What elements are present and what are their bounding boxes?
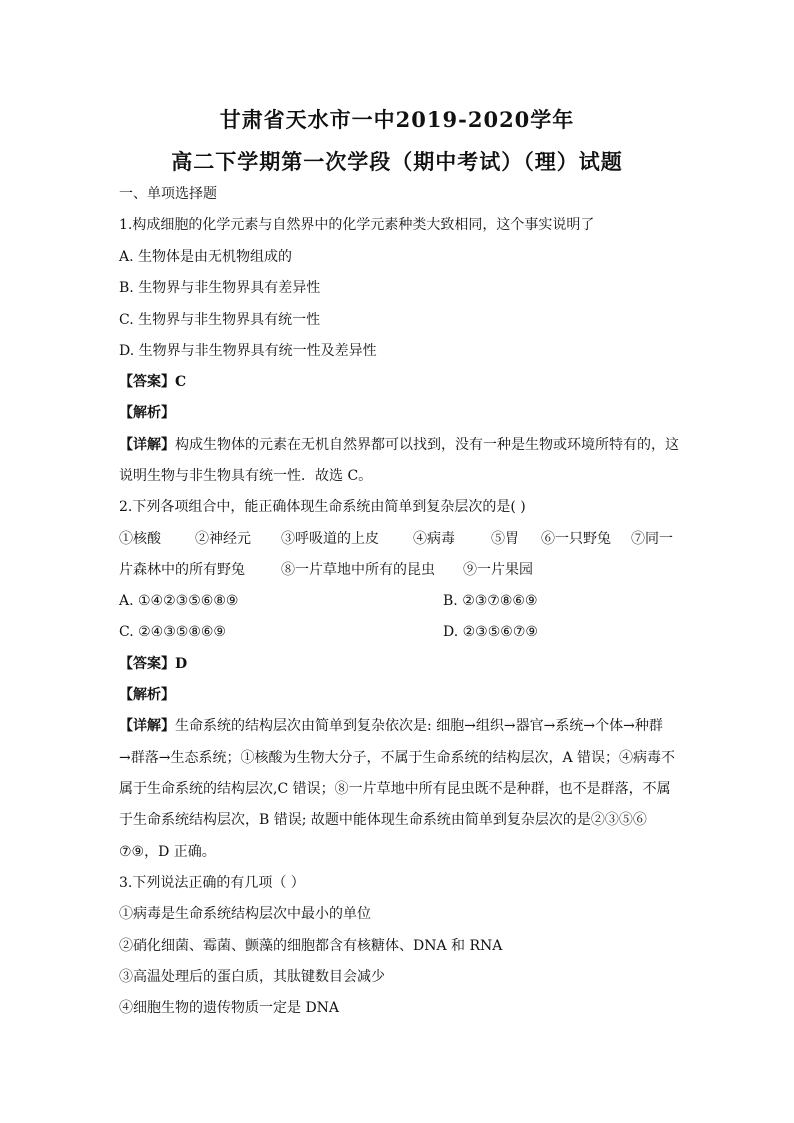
q2-stem: 2.下列各项组合中，能正确体现生命系统由简单到复杂层次的是( ): [119, 499, 526, 515]
q1-detail-line1: [119, 436, 679, 454]
section-heading: 一、单项选择题: [119, 186, 217, 202]
q2-option-c: C. ②④③⑤⑧⑥⑨: [119, 624, 226, 640]
q3-stem: 3.下列说法正确的有几项（ ）: [119, 875, 305, 891]
q2-detail-line2: →群落→生态系统；①核酸为生物大分子，不属于生命系统的结构层次，A 错误；④病毒不: [119, 750, 676, 766]
q2-item: ⑤胃: [491, 531, 519, 547]
q2-detail-text1: 生命系统的结构层次由简单到复杂依次是: 细胞→组织→器官→系统→个体→种群: [175, 718, 663, 734]
q1-option-b: B. 生物界与非生物界具有差异性: [119, 280, 321, 296]
q2-option-d: D. ②③⑤⑥⑦⑨: [443, 624, 538, 640]
q2-detail-line3: 属于生命系统的结构层次,C 错误；⑧一片草地中所有昆虫既不是种群，也不是群落，不属: [119, 781, 671, 797]
doc-title-line1: 甘肃省天水市一中2019-2020学年: [219, 107, 575, 132]
q2-items-line1: [119, 530, 673, 548]
q2-detail-label: 【详解】: [119, 718, 175, 734]
q1-option-c: C. 生物界与非生物界具有统一性: [119, 312, 321, 328]
q2-item: 片森林中的所有野兔: [119, 562, 245, 578]
q2-analysis-label: 【解析】: [119, 687, 175, 703]
q2-detail-line5: ⑦⑨，D 正确。: [119, 844, 216, 860]
q1-detail-label: 【详解】: [119, 437, 175, 453]
q2-item: ①核酸: [119, 531, 161, 547]
q2-item: ⑨一片果园: [463, 562, 533, 578]
q2-item: ⑥一只野兔: [541, 531, 611, 547]
q1-detail-text1: 构成生物体的元素在无机自然界都可以找到，没有一种是生物或环境所特有的，这: [175, 437, 679, 453]
q2-item: ④病毒: [413, 531, 455, 547]
q1-answer: 【答案】C: [119, 374, 187, 390]
q3-item-4: ④细胞生物的遗传物质一定是 DNA: [119, 1000, 340, 1016]
q1-analysis-label: 【解析】: [119, 405, 175, 421]
q2-items-line2: [119, 561, 533, 579]
q2-detail-line4: 于生命系统结构层次，B 错误; 故题中能体现生命系统由简单到复杂层次的是②③⑤⑥: [119, 812, 647, 828]
q1-detail-line2: 说明生物与非生物具有统一性．故选 C。: [119, 468, 373, 484]
q2-item: ③呼吸道的上皮: [281, 531, 379, 547]
q1-stem: 1.构成细胞的化学元素与自然界中的化学元素种类大致相同，这个事实说明了: [119, 217, 595, 233]
q2-item: ②神经元: [195, 531, 251, 547]
q2-option-b: B. ②③⑦⑧⑥⑨: [443, 593, 538, 609]
q2-item: ⑧一片草地中所有的昆虫: [281, 562, 435, 578]
q1-option-d: D. 生物界与非生物界具有统一性及差异性: [119, 343, 377, 359]
q2-detail-line1: [119, 717, 663, 735]
q3-item-1: ①病毒是生命系统结构层次中最小的单位: [119, 906, 371, 922]
q2-item: ⑦同一: [631, 531, 673, 547]
q2-option-a: A. ①④②③⑤⑥⑧⑨: [119, 593, 239, 609]
doc-title-line2: 高二下学期第一次学段（期中考试）（理）试题: [171, 149, 623, 174]
q3-item-3: ③高温处理后的蛋白质，其肽键数目会减少: [119, 969, 385, 985]
q1-option-a: A. 生物体是由无机物组成的: [119, 249, 293, 265]
q3-item-2: ②硝化细菌、霉菌、颤藻的细胞都含有核糖体、DNA 和 RNA: [119, 938, 503, 954]
q2-answer: 【答案】D: [119, 656, 188, 672]
